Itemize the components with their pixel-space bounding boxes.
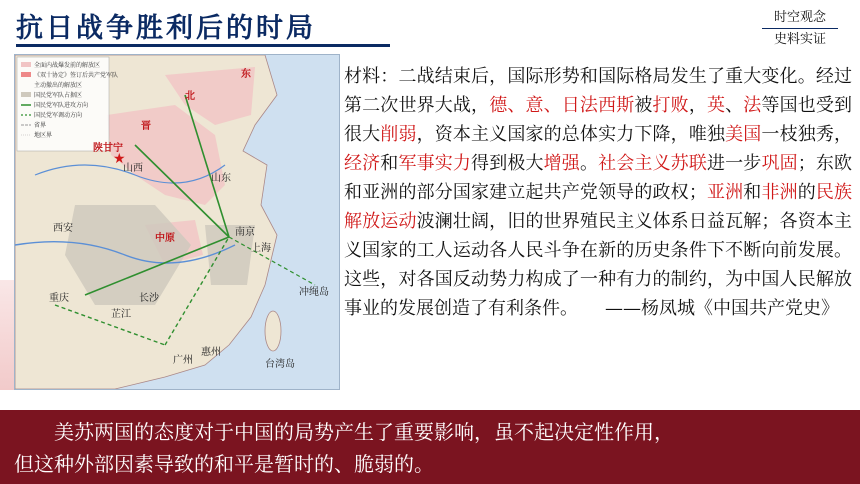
highlight-text: 削弱	[380, 124, 417, 145]
summary-line-1: 美苏两国的态度对于中国的局势产生了重要影响，虽不起决定性作用，	[54, 420, 674, 444]
page-title: 抗日战争胜利后的时局	[16, 13, 316, 44]
material-text: ；东欧和亚洲的部分国家建立起共产党领导的政权；	[344, 153, 853, 203]
map-label-jin: 晋	[141, 121, 151, 132]
material-text: 得到极大	[471, 153, 544, 174]
legend-item: 《双十协定》签订后共产党军队	[34, 72, 119, 79]
tag-divider	[762, 28, 838, 29]
star-icon: ★	[113, 151, 126, 167]
map-label-xian: 西安	[53, 223, 73, 234]
highlight-text: 英	[706, 95, 726, 116]
material-text: 的	[797, 182, 816, 203]
map-label-nanjing: 南京	[235, 227, 255, 238]
title-underline	[16, 44, 390, 47]
highlight-text: 法	[743, 95, 762, 116]
map-label-okinawa: 冲绳岛	[299, 287, 329, 298]
tag-evidence: 史料实证	[773, 32, 826, 47]
historical-map	[14, 54, 340, 390]
legend-item: 国民党军调动方向	[34, 112, 83, 119]
material-text: ，	[688, 95, 707, 116]
map-label-huizhou: 惠州	[201, 347, 221, 358]
map-label-guangzhou: 广州	[173, 355, 193, 366]
highlight-text: 民族解放运动	[344, 182, 853, 232]
highlight-text: 军事实力	[398, 153, 472, 174]
material-text: ，资本主义国家的总体实力下降，唯独	[416, 124, 726, 145]
map-label-zhongyuan: 中原	[155, 233, 175, 244]
highlight-text: 社会主义苏联	[598, 153, 707, 174]
highlight-text: 美国	[725, 124, 762, 145]
material-text: 材料：二战结束后，国际形势和国际格局发生了重大变化。经过第二次世界大战，	[344, 66, 852, 116]
map-label-hebei: 北	[185, 91, 195, 102]
material-text: 等国也受到很大	[344, 95, 853, 145]
tag-spacetime: 时空观念	[773, 10, 826, 25]
map-label-yanan: 陕甘宁	[93, 143, 123, 154]
map-label-dongbei: 东	[241, 69, 251, 80]
legend-item: 全面内战爆发前的解放区	[34, 62, 101, 69]
highlight-text: 增强	[543, 153, 580, 174]
summary-banner	[0, 410, 860, 484]
highlight-text: 打败	[652, 95, 689, 116]
material-text: 和	[380, 153, 399, 174]
map-label-changsha: 长沙	[139, 293, 159, 304]
topic-tags	[756, 8, 844, 49]
source-material	[344, 62, 852, 323]
map-svg	[15, 55, 339, 389]
highlight-text: 德、意、日法西斯	[489, 95, 635, 116]
map-label-shanghai: 上海	[251, 243, 271, 254]
legend-item: 国民党军队进攻方向	[34, 102, 89, 109]
legend-item: 省界	[34, 122, 47, 129]
map-label-shanxi: 山西	[123, 163, 143, 174]
highlight-text: 经济	[344, 153, 381, 174]
map-label-taiwan: 台湾岛	[265, 359, 295, 370]
highlight-text: 巩固	[761, 153, 798, 174]
material-text: 、	[725, 95, 744, 116]
legend-item: 地区界	[34, 132, 53, 139]
summary-line-2: 但这种外部因素导致的和平是暂时的、脆弱的。	[14, 452, 434, 476]
material-text: 。	[579, 153, 599, 174]
legend-item: 国民党军队占据区	[34, 92, 83, 99]
map-label-chongqing: 重庆	[49, 293, 69, 304]
legend-item: 主动撤出的解放区	[34, 82, 83, 89]
map-label-shandong: 山东	[211, 173, 231, 184]
material-text: 被	[634, 95, 653, 116]
material-text: 和	[743, 182, 762, 203]
material-text: 一枝独秀，	[761, 124, 853, 145]
material-text: 进一步	[706, 153, 762, 174]
highlight-text: 非洲	[761, 182, 798, 203]
material-text: 波澜壮阔，旧的世界殖民主义体系日益瓦解；各资本主义国家的工人运动各人民斗争在新的历史条件下不断向前发展。这些，对各国反动势力构成了一种有力的制约，为中国人民解放事业的发展创造了有利条件。 ——杨凤城《中国共产党史》	[344, 211, 852, 319]
highlight-text: 亚洲	[706, 182, 744, 203]
map-label-zhijiang: 芷江	[111, 309, 131, 320]
